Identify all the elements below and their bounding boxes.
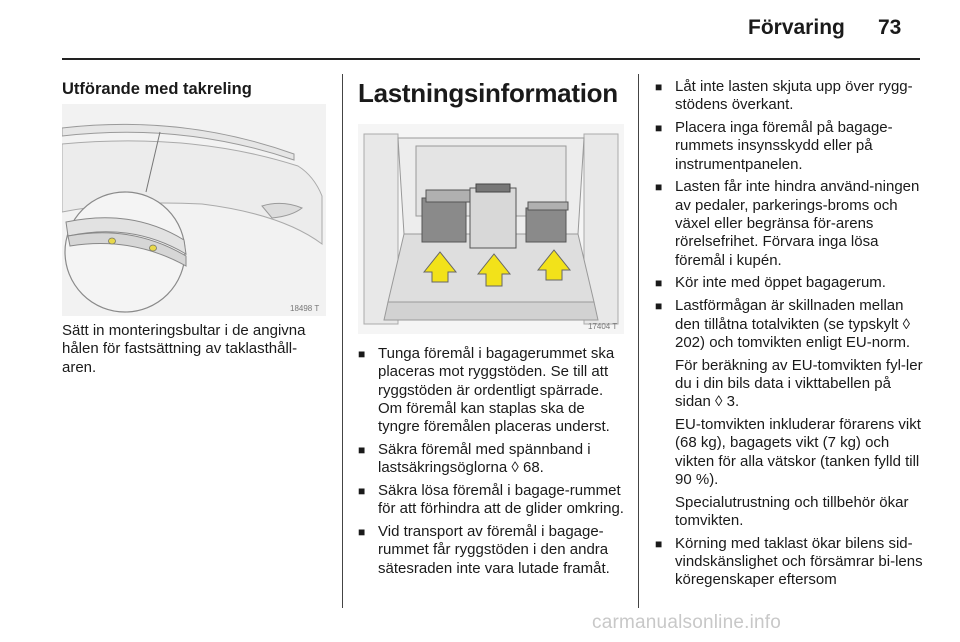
bullet-square-icon: ■ bbox=[358, 442, 366, 457]
figure-code-middle: 17404 T bbox=[588, 322, 618, 331]
page-number: 73 bbox=[878, 16, 902, 39]
header-divider bbox=[62, 58, 920, 60]
roof-rail-illustration bbox=[62, 104, 326, 316]
bullet-text: Säkra föremål med spännband i lastsäkringsöglorna ◊ 68. bbox=[378, 440, 591, 477]
bullet-square-icon: ■ bbox=[358, 347, 366, 361]
page-header-title: Förvaring bbox=[748, 16, 845, 39]
bullet-text: Låt inte lasten skjuta upp över rygg-stödens överkant. bbox=[675, 78, 913, 114]
list-item bbox=[655, 535, 923, 590]
roof-load-list bbox=[655, 535, 923, 590]
middle-bullets-block bbox=[358, 345, 624, 583]
bullet-square-icon: ■ bbox=[655, 121, 663, 136]
equipment-weight-paragraph: Specialutrustning och tillbehör ökar tomvikten. bbox=[675, 493, 909, 530]
bullet-text: Lastförmågan är skillnaden mellan den tillåtna totalvikten (se typskylt ◊ 202) och tomvikten enligt EU-norm. bbox=[675, 297, 911, 351]
column-divider-left bbox=[342, 74, 343, 608]
list-item bbox=[358, 441, 624, 478]
list-item bbox=[655, 178, 923, 269]
bullet-square-icon: ■ bbox=[358, 484, 366, 499]
bullet-square-icon: ■ bbox=[655, 180, 663, 195]
middle-column bbox=[358, 78, 624, 109]
bullet-square-icon: ■ bbox=[655, 299, 663, 314]
section-heading-loading-info: Lastningsinformation bbox=[358, 78, 618, 108]
loading-rules-list bbox=[655, 78, 923, 352]
bullet-text: Kör inte med öppet bagagerum. bbox=[675, 274, 886, 292]
bullet-square-icon: ■ bbox=[358, 525, 366, 540]
left-column bbox=[62, 78, 326, 99]
eu-weight-calc-paragraph: För beräkning av EU-tomvikten fyl-ler du i din bils data i vikttabellen på sidan ◊ 3. bbox=[675, 356, 923, 411]
bullet-text: Körning med taklast ökar bilens sid-vindskänslighet och försämrar bi-lens köregenskaper eftersom bbox=[675, 534, 923, 589]
list-item bbox=[358, 523, 624, 578]
list-item bbox=[655, 119, 923, 174]
column-divider-right bbox=[638, 74, 639, 608]
right-column bbox=[655, 78, 923, 594]
bullet-square-icon: ■ bbox=[655, 276, 663, 291]
watermark-text: carmanualsonline.info bbox=[592, 612, 782, 633]
cargo-area-illustration bbox=[358, 124, 624, 334]
loading-bullet-list bbox=[358, 345, 624, 578]
bullet-text: Säkra lösa föremål i bagage-rummet för att förhindra att de glider omkring. bbox=[378, 482, 624, 518]
left-paragraph-block bbox=[62, 322, 326, 377]
list-item bbox=[358, 482, 624, 519]
list-item bbox=[655, 274, 923, 292]
bullet-square-icon: ■ bbox=[655, 536, 663, 551]
figure-code-left: 18498 T bbox=[290, 304, 320, 313]
list-item bbox=[655, 78, 923, 115]
list-item bbox=[358, 345, 624, 436]
eu-weight-includes-paragraph: EU-tomvikten inkluderar förarens vikt (68 kg), bagagets vikt (7 kg) och vikten för alla vätskor (tanken fylld till 90 %). bbox=[675, 416, 921, 488]
list-item bbox=[655, 297, 923, 352]
bullet-square-icon: ■ bbox=[655, 80, 663, 94]
bullet-text: Tunga föremål i bagagerummet ska placeras mot ryggstöden. Se till att ryggstöden är ordentligt spärrade. Om föremål kan staplas ska de tyngre föremålen placeras underst. bbox=[378, 345, 615, 436]
cargo-area-drawing bbox=[358, 124, 624, 334]
bullet-text: Vid transport av föremål i bagage-rummet får ryggstöden i den andra sätesraden inte vara lutade framåt. bbox=[378, 523, 610, 577]
roof-rail-drawing bbox=[62, 104, 326, 316]
bullet-text: Placera inga föremål på bagage-rummets insynsskydd eller på instrumentpanelen. bbox=[675, 119, 893, 173]
bullet-text: Lasten får inte hindra använd-ningen av pedaler, parkerings-broms och växel eller begränsa för-arens rörelsefrihet. Förvara inga lösa föremål i kupén. bbox=[675, 178, 920, 269]
mounting-instructions-text: Sätt in monteringsbultar i de angivna hålen för fastsättning av taklasthåll-aren. bbox=[62, 322, 306, 376]
section-heading-roof-rails: Utförande med takreling bbox=[62, 80, 252, 98]
